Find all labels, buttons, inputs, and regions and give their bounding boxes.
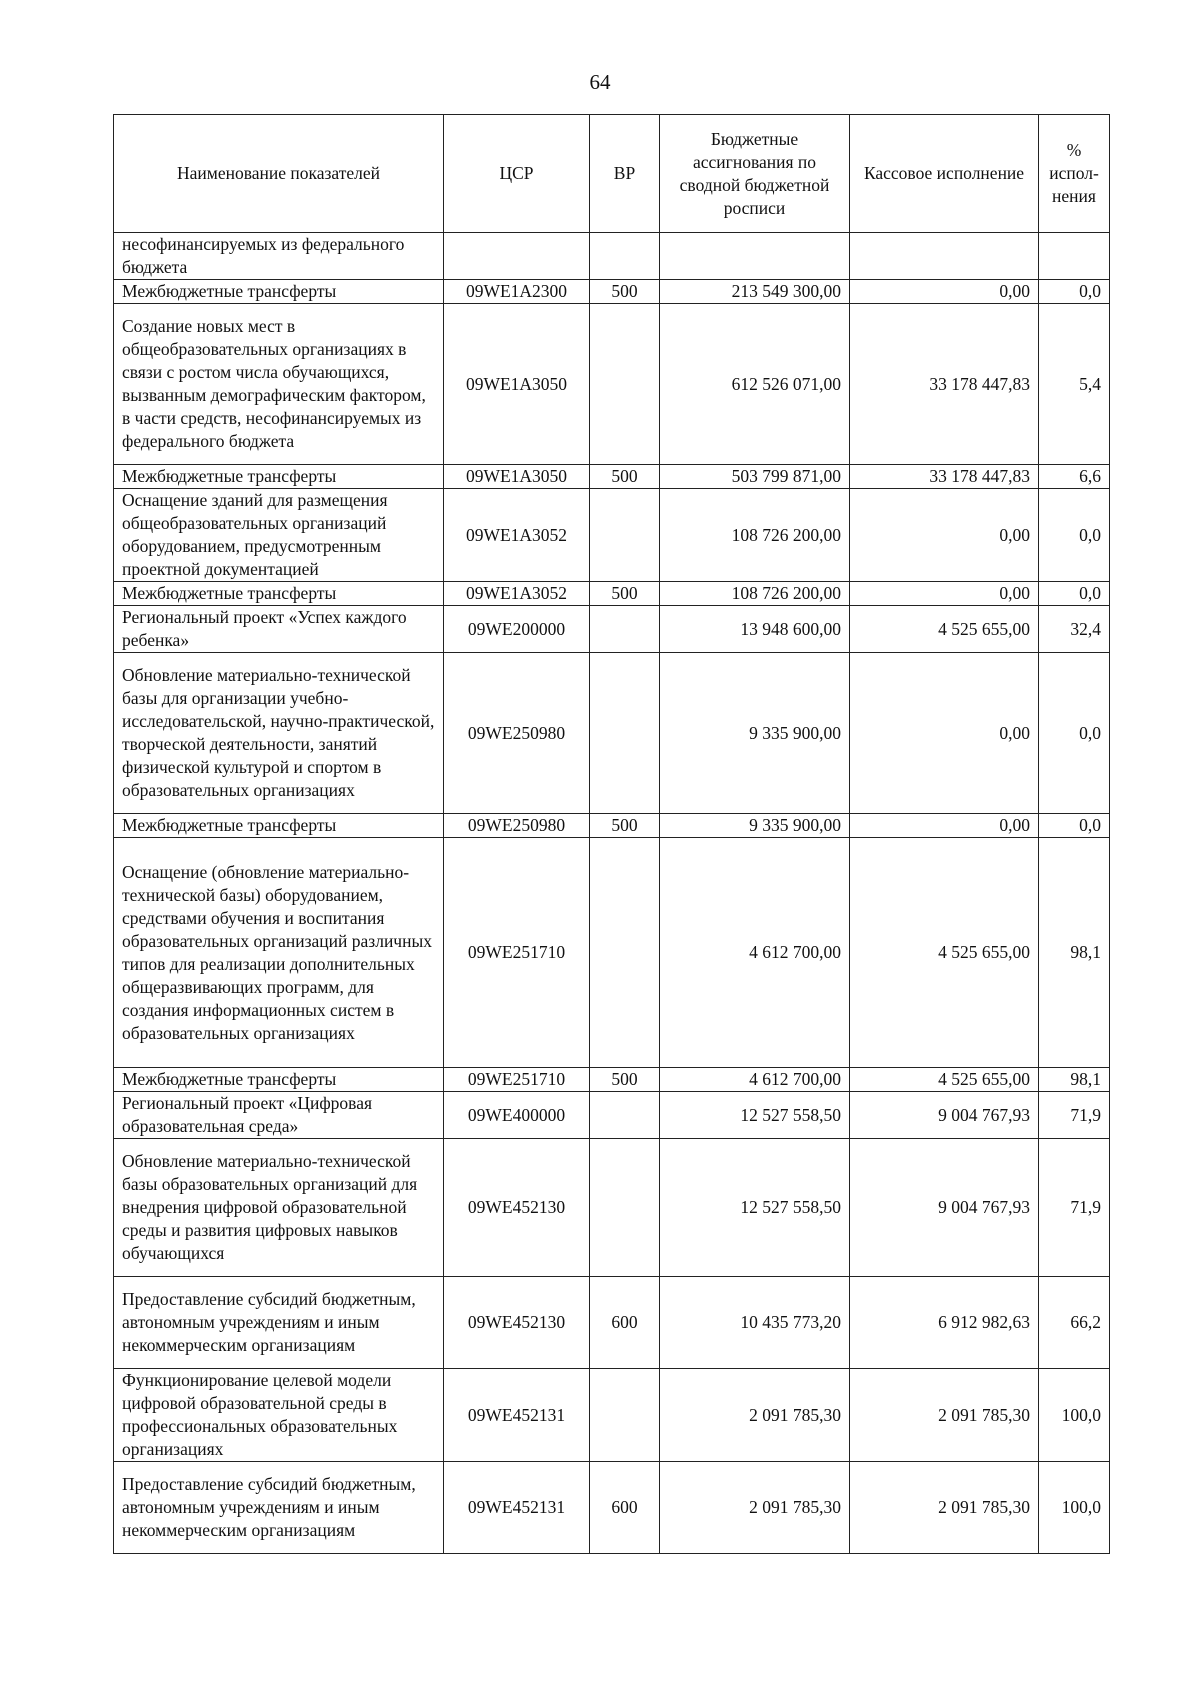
cell-pct: 6,6 xyxy=(1039,465,1110,489)
cell-csr: 09WE452131 xyxy=(444,1369,590,1462)
header-cash: Кассовое исполнение xyxy=(850,115,1039,233)
cell-vr: 500 xyxy=(590,465,660,489)
table-row xyxy=(114,1068,1110,1092)
cell-pct: 32,4 xyxy=(1039,606,1110,653)
cell-budget: 4 612 700,00 xyxy=(660,1068,850,1092)
table-header xyxy=(114,115,1110,233)
cell-budget: 13 948 600,00 xyxy=(660,606,850,653)
cell-csr xyxy=(444,233,590,280)
cell-cash: 2 091 785,30 xyxy=(850,1462,1039,1554)
cell-cash: 4 525 655,00 xyxy=(850,838,1039,1068)
table-row xyxy=(114,582,1110,606)
cell-name: Обновление материально-технической базы для организации учебно-исследовательской, научно-практической, творческой деятельности, занятий физической культурой и спортом в образовательных организациях xyxy=(114,653,444,814)
cell-cash: 6 912 982,63 xyxy=(850,1277,1039,1369)
cell-vr xyxy=(590,606,660,653)
cell-pct: 5,4 xyxy=(1039,304,1110,465)
cell-name: несофинансируемых из федерального бюджета xyxy=(114,233,444,280)
cell-name: Оснащение зданий для размещения общеобразовательных организаций оборудованием, предусмотренным проектной документацией xyxy=(114,489,444,582)
cell-csr: 09WE400000 xyxy=(444,1092,590,1139)
cell-name: Обновление материально-технической базы образовательных организаций для внедрения цифровой образовательной среды и развития цифровых навыков обучающихся xyxy=(114,1139,444,1277)
cell-budget: 503 799 871,00 xyxy=(660,465,850,489)
cell-csr: 09WE251710 xyxy=(444,838,590,1068)
table-row xyxy=(114,280,1110,304)
cell-pct: 0,0 xyxy=(1039,582,1110,606)
table-row xyxy=(114,1139,1110,1277)
table-row xyxy=(114,814,1110,838)
cell-csr: 09WE1A3052 xyxy=(444,582,590,606)
cell-cash: 4 525 655,00 xyxy=(850,1068,1039,1092)
cell-csr: 09WE1A3050 xyxy=(444,304,590,465)
cell-pct: 0,0 xyxy=(1039,814,1110,838)
cell-pct: 100,0 xyxy=(1039,1369,1110,1462)
cell-vr xyxy=(590,304,660,465)
table-body xyxy=(114,233,1110,1554)
cell-vr xyxy=(590,1139,660,1277)
header-csr: ЦСР xyxy=(444,115,590,233)
cell-budget: 12 527 558,50 xyxy=(660,1139,850,1277)
cell-cash: 0,00 xyxy=(850,582,1039,606)
cell-cash: 2 091 785,30 xyxy=(850,1369,1039,1462)
table-row xyxy=(114,465,1110,489)
cell-cash: 33 178 447,83 xyxy=(850,465,1039,489)
table-row xyxy=(114,1277,1110,1369)
cell-pct: 98,1 xyxy=(1039,838,1110,1068)
cell-name: Предоставление субсидий бюджетным, автономным учреждениям и иным некоммерческим организациям xyxy=(114,1462,444,1554)
cell-cash: 4 525 655,00 xyxy=(850,606,1039,653)
page-number: 64 xyxy=(589,70,611,94)
cell-name: Межбюджетные трансферты xyxy=(114,582,444,606)
cell-name: Функционирование целевой модели цифровой образовательной среды в профессиональных образовательных организациях xyxy=(114,1369,444,1462)
table-row xyxy=(114,838,1110,1068)
cell-pct: 0,0 xyxy=(1039,653,1110,814)
table-row xyxy=(114,1092,1110,1139)
header-pct: % испол-нения xyxy=(1039,115,1110,233)
cell-name: Создание новых мест в общеобразовательных организациях в связи с ростом числа обучающихся, вызванным демографическим фактором, в части средств, несофинансируемых из федерального бюджета xyxy=(114,304,444,465)
header-budget: Бюджетные ассигнования по сводной бюджетной росписи xyxy=(660,115,850,233)
cell-budget: 108 726 200,00 xyxy=(660,582,850,606)
cell-csr: 09WE251710 xyxy=(444,1068,590,1092)
cell-name: Региональный проект «Цифровая образовательная среда» xyxy=(114,1092,444,1139)
cell-name: Предоставление субсидий бюджетным, автономным учреждениям и иным некоммерческим организациям xyxy=(114,1277,444,1369)
cell-cash xyxy=(850,233,1039,280)
cell-csr: 09WE1A3050 xyxy=(444,465,590,489)
cell-name: Межбюджетные трансферты xyxy=(114,1068,444,1092)
cell-budget: 2 091 785,30 xyxy=(660,1369,850,1462)
cell-cash: 0,00 xyxy=(850,280,1039,304)
cell-vr xyxy=(590,233,660,280)
cell-budget: 612 526 071,00 xyxy=(660,304,850,465)
header-row xyxy=(114,115,1110,233)
cell-vr: 600 xyxy=(590,1277,660,1369)
cell-csr: 09WE1A2300 xyxy=(444,280,590,304)
cell-csr: 09WE250980 xyxy=(444,814,590,838)
cell-cash: 33 178 447,83 xyxy=(850,304,1039,465)
cell-budget: 2 091 785,30 xyxy=(660,1462,850,1554)
header-name: Наименование показателей xyxy=(114,115,444,233)
table-row xyxy=(114,1462,1110,1554)
cell-budget: 108 726 200,00 xyxy=(660,489,850,582)
cell-budget: 4 612 700,00 xyxy=(660,838,850,1068)
cell-pct: 98,1 xyxy=(1039,1068,1110,1092)
cell-pct: 71,9 xyxy=(1039,1139,1110,1277)
cell-vr xyxy=(590,838,660,1068)
cell-pct xyxy=(1039,233,1110,280)
cell-budget: 9 335 900,00 xyxy=(660,653,850,814)
cell-pct: 0,0 xyxy=(1039,489,1110,582)
budget-execution-table xyxy=(113,114,1110,1554)
cell-cash: 9 004 767,93 xyxy=(850,1139,1039,1277)
cell-pct: 66,2 xyxy=(1039,1277,1110,1369)
cell-budget: 12 527 558,50 xyxy=(660,1092,850,1139)
cell-budget: 10 435 773,20 xyxy=(660,1277,850,1369)
table-row xyxy=(114,1369,1110,1462)
cell-name: Межбюджетные трансферты xyxy=(114,280,444,304)
cell-csr: 09WE452130 xyxy=(444,1139,590,1277)
table-row xyxy=(114,233,1110,280)
cell-vr: 500 xyxy=(590,814,660,838)
cell-csr: 09WE452131 xyxy=(444,1462,590,1554)
header-vr: ВР xyxy=(590,115,660,233)
cell-vr: 500 xyxy=(590,1068,660,1092)
cell-cash: 9 004 767,93 xyxy=(850,1092,1039,1139)
cell-csr: 09WE1A3052 xyxy=(444,489,590,582)
cell-vr: 600 xyxy=(590,1462,660,1554)
table-row xyxy=(114,304,1110,465)
cell-vr xyxy=(590,1369,660,1462)
table-row xyxy=(114,606,1110,653)
cell-name: Межбюджетные трансферты xyxy=(114,814,444,838)
cell-csr: 09WE250980 xyxy=(444,653,590,814)
cell-vr: 500 xyxy=(590,582,660,606)
cell-name: Региональный проект «Успех каждого ребенка» xyxy=(114,606,444,653)
table-row xyxy=(114,653,1110,814)
cell-cash: 0,00 xyxy=(850,814,1039,838)
table-row xyxy=(114,489,1110,582)
cell-budget xyxy=(660,233,850,280)
cell-vr: 500 xyxy=(590,280,660,304)
cell-vr xyxy=(590,653,660,814)
cell-cash: 0,00 xyxy=(850,653,1039,814)
cell-pct: 71,9 xyxy=(1039,1092,1110,1139)
cell-cash: 0,00 xyxy=(850,489,1039,582)
cell-name: Оснащение (обновление материально-технической базы) оборудованием, средствами обучения и воспитания образовательных организаций различных типов для реализации дополнительных общеразвивающих программ, для создания информационных систем в образовательных организациях xyxy=(114,838,444,1068)
cell-csr: 09WE452130 xyxy=(444,1277,590,1369)
cell-pct: 0,0 xyxy=(1039,280,1110,304)
cell-name: Межбюджетные трансферты xyxy=(114,465,444,489)
cell-budget: 213 549 300,00 xyxy=(660,280,850,304)
cell-vr xyxy=(590,1092,660,1139)
cell-vr xyxy=(590,489,660,582)
cell-budget: 9 335 900,00 xyxy=(660,814,850,838)
cell-csr: 09WE200000 xyxy=(444,606,590,653)
cell-pct: 100,0 xyxy=(1039,1462,1110,1554)
